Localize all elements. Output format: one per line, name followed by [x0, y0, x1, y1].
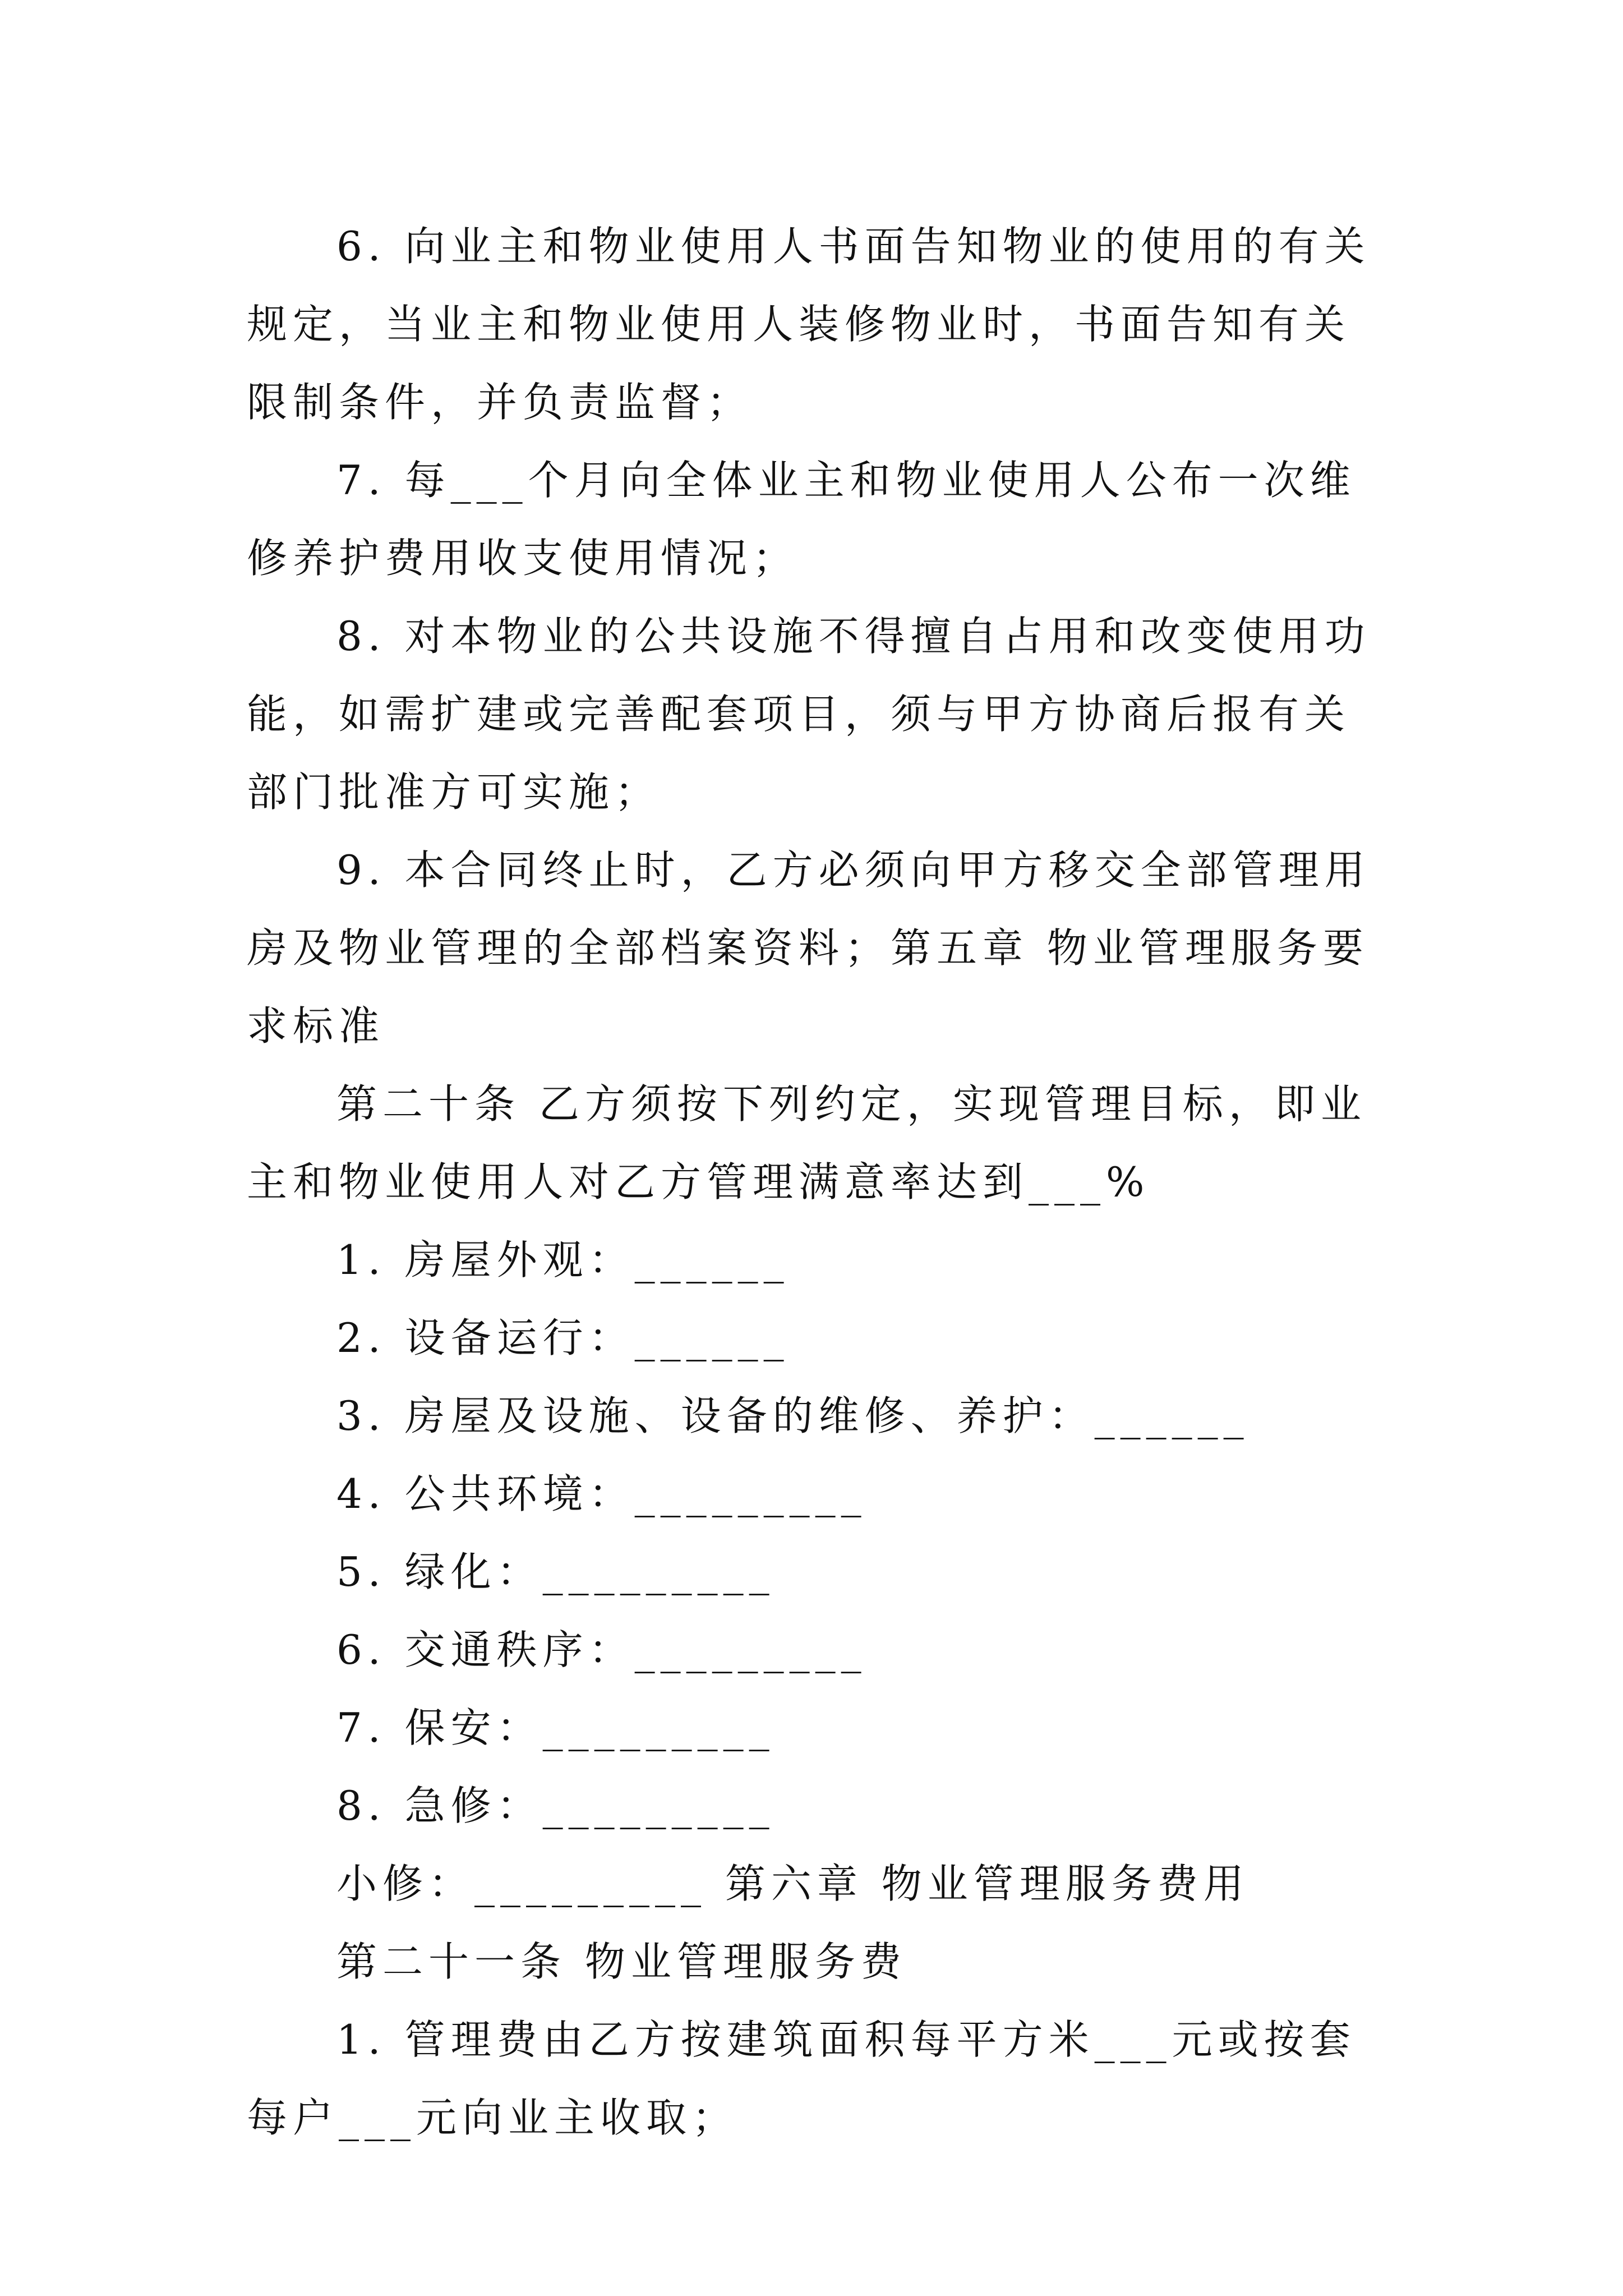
clause-8-public-facilities: 8. 对本物业的公共设施不得擅自占用和改变使用功能，如需扩建或完善配套项目，须与甲方协商后报有关部门批准方可实施； [247, 613, 1371, 816]
goal-item-house-appearance: 1. 房屋外观：______ [336, 1236, 790, 1283]
clause-6-notify-usage-rules: 6. 向业主和物业使用人书面告知物业的使用的有关规定，当业主和物业使用人装修物业时，书面告知有关限制条件，并负责监督； [247, 223, 1371, 426]
clause-7-publish-expenses: 7. 每___个月向全体业主和物业使用人公布一次维修养护费用收支使用情况； [247, 457, 1356, 582]
minor-repair-and-chapter-6: 小修：_________ 第六章 物业管理服务费用 [336, 1860, 1249, 1907]
document-body [247, 208, 1385, 2157]
goal-item-emergency-repair: 8. 急修：_________ [336, 1782, 775, 1829]
article-21-heading: 第二十一条 物业管理服务费 [336, 1938, 907, 1985]
article-20-management-goals: 第二十条 乙方须按下列约定，实现管理目标，即业主和物业使用人对乙方管理满意率达到___% [247, 1080, 1367, 1205]
goal-item-equipment-operation: 2. 设备运行：______ [336, 1314, 790, 1361]
goal-item-maintenance: 3. 房屋及设施、设备的维修、养护：______ [336, 1392, 1249, 1439]
clause-9-handover-and-chapter-5: 9. 本合同终止时，乙方必须向甲方移交全部管理用房及物业管理的全部档案资料；第五章 物业管理服务要求标准 [247, 846, 1371, 1050]
goal-item-security: 7. 保安：_________ [336, 1704, 775, 1751]
goal-item-traffic-order: 6. 交通秩序：_________ [336, 1626, 867, 1673]
article-21-item-1-fee: 1. 管理费由乙方按建筑面积每平方米___元或按套每户___元向业主收取； [247, 2016, 1356, 2141]
goal-item-greening: 5. 绿化：_________ [336, 1548, 775, 1595]
goal-item-public-environment: 4. 公共环境：_________ [336, 1470, 867, 1517]
